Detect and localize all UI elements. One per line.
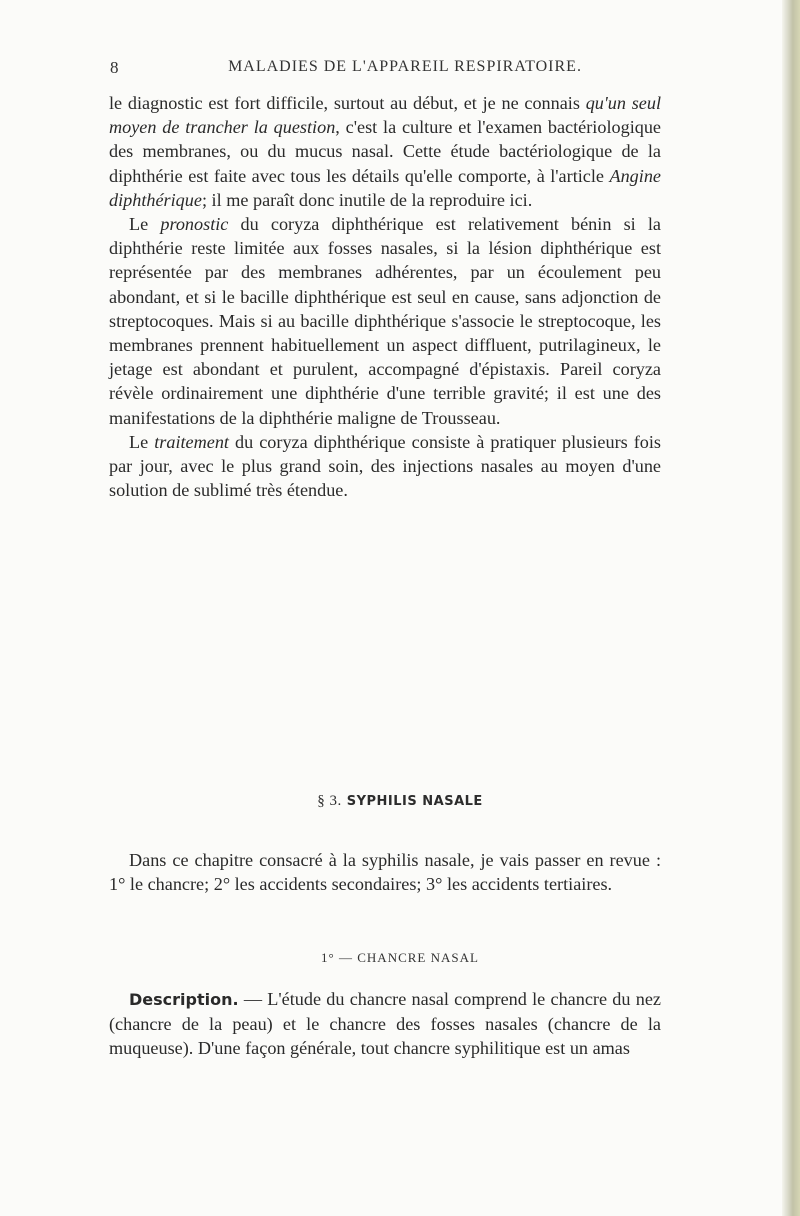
paragraph-description [109, 987, 661, 1061]
description-heading: Description. [129, 990, 239, 1009]
section-heading [0, 793, 800, 810]
subsection-heading: 1° — CHANCRE NASAL [321, 950, 479, 965]
paragraph-prognosis-part: du coryza diphthérique est relativement bénin si la diphthérie reste limitée aux fosses nasales, si la lésion diphthérique est représentée par des membranes adhérentes, par un écoulement peu abondant, et si le bacille diphthérique est seul en cause, sans adjonction de streptocoques. Mais si au bacille diphthérique s'associe le streptocoque, les membranes prennent habituellement un aspect diffluent, putrilagineux, le jetage est abondant et purulent, accompagné d'épistaxis. Pareil coryza révèle ordinairement une diphthérie d'une terrible gravité; il est une des manifestations de la diphthérie maligne de Trousseau. [109, 214, 661, 428]
running-head: MALADIES DE L'APPAREIL RESPIRATOIRE. [228, 58, 582, 75]
paragraph-diagnosis-part: ; il me paraît donc inutile de la reproduire ici. [201, 189, 533, 210]
text-block-syphilis-intro [109, 848, 661, 896]
section-title: SYPHILIS NASALE [346, 794, 483, 809]
paragraph-description-text: — L'étude du chancre nasal comprend le chancre du nez (chancre de la peau) et le chancre des fosses nasales (chancre de la muqueuse). D'une façon générale, tout chancre syphilitique est un amas [109, 989, 661, 1059]
paragraph-treatment-part: Le [129, 431, 155, 452]
text-block-description [109, 987, 661, 1061]
paragraph-chapter-intro: Dans ce chapitre consacré à la syphilis nasale, je vais passer en revue : 1° le chancre; 2° les accidents secondaires; 3° les accidents tertiaires. [109, 850, 661, 895]
paragraph-diagnosis-part: , c'est la culture et l'examen bactériologique des membranes, ou du mucus nasal. Cette étude bactériologique de la diphthérie est faite avec tous les détails qu'elle comporte, à l'article [109, 117, 662, 186]
emphasis-treatment: traitement [154, 431, 229, 452]
page-edge-shadow [782, 0, 800, 1216]
page-header [110, 54, 670, 82]
emphasis-prognosis: pronostic [160, 214, 229, 235]
paragraph-diagnosis-part: le diagnostic est fort difficile, surtout au début, et je ne connais [109, 93, 586, 113]
paragraph-treatment [109, 430, 661, 503]
paragraph-treatment-part: du coryza diphthérique consiste à pratiquer plusieurs fois par jour, avec le plus grand soin, des injections nasales au moyen d'une solution de sublimé très étendue. [109, 431, 662, 501]
page-number: 8 [110, 58, 119, 77]
emphasis-article-title: Angine diphthérique [109, 165, 661, 210]
paragraph-prognosis [109, 212, 661, 430]
paragraph-diagnosis [109, 91, 661, 212]
text-block-diphtheria [109, 91, 661, 502]
section-marker: § 3. [317, 793, 342, 809]
emphasis-phrase: qu'un seul moyen de trancher la question [109, 93, 661, 138]
paragraph-prognosis-part: Le [129, 214, 161, 235]
